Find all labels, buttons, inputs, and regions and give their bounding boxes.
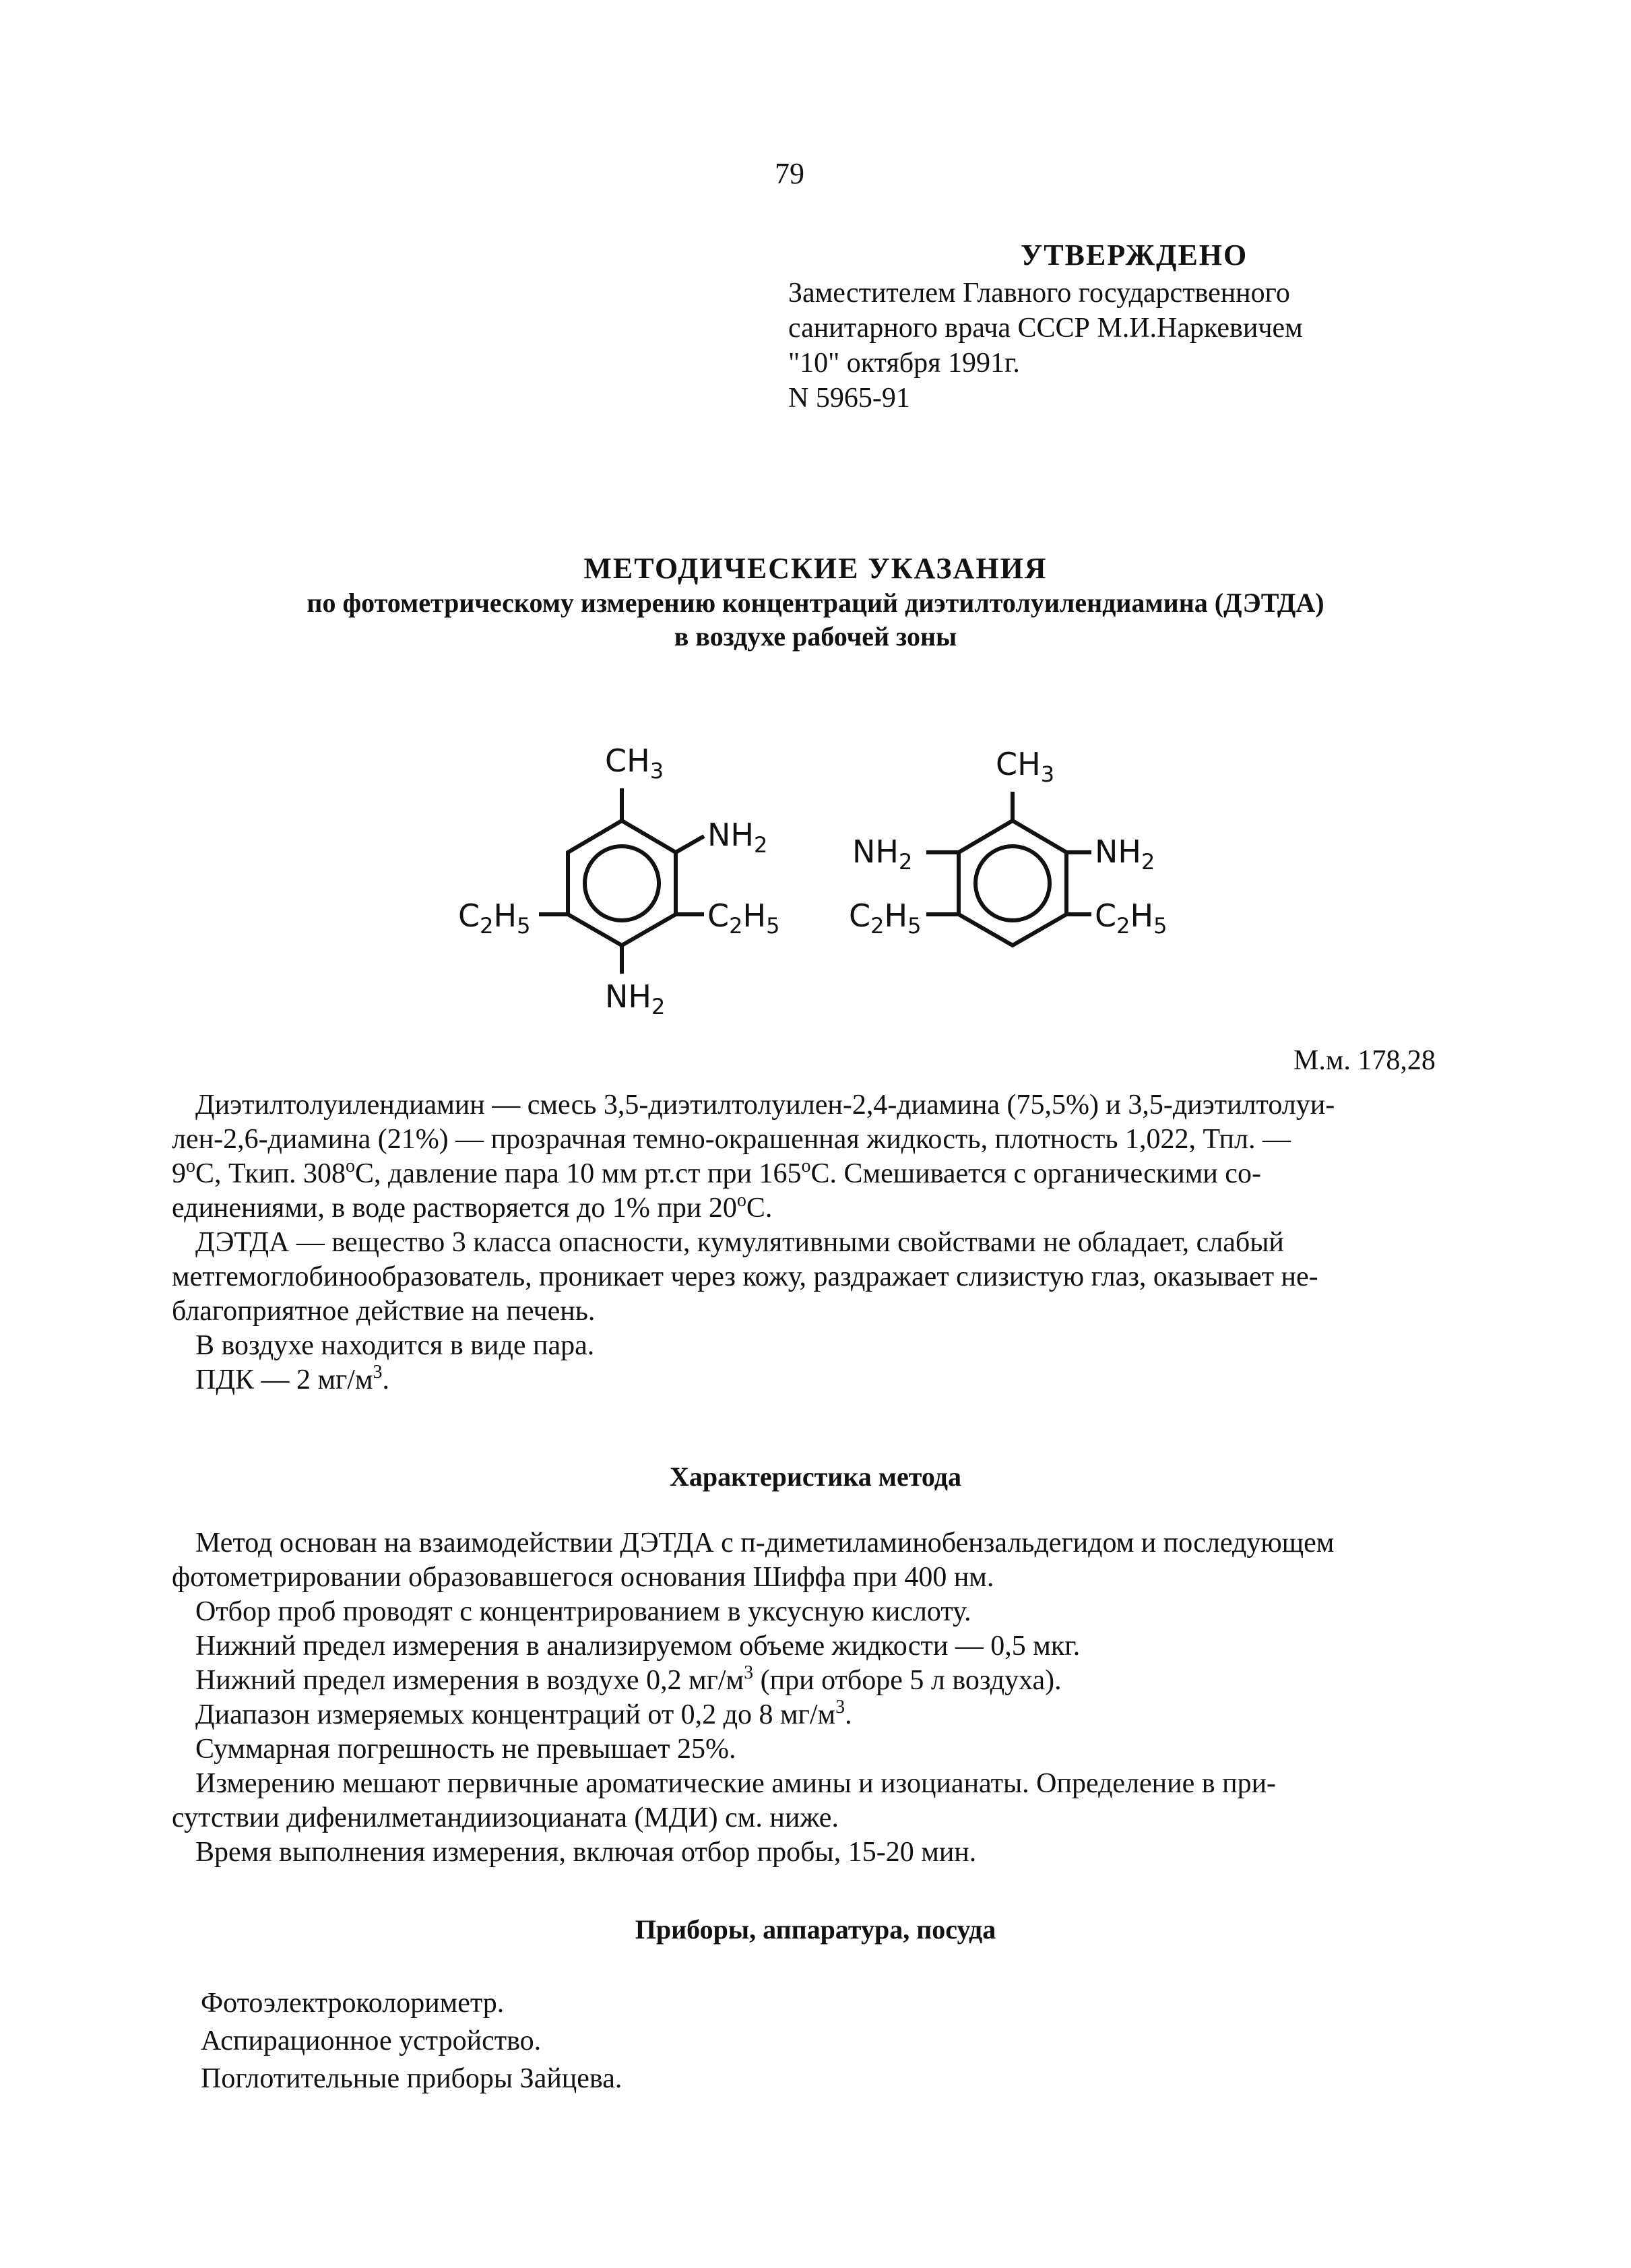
text-line: Метод основан на взаимодействии ДЭТДА с п-диметиламинобензальдегидом и последующем <box>195 1527 1335 1558</box>
document-title-subtitle: по фотометрическому измерению концентраций диэтилтолуилендиамина (ДЭТДА) <box>307 588 1324 618</box>
text-line: Время выполнения измерения, включая отбор пробы, 15-20 мин. <box>195 1837 977 1868</box>
approval-line: Заместителем Главного государственного <box>788 278 1290 309</box>
text-line: Диэтилтолуилендиамин — смесь 3,5-диэтилтолуилен-2,4-диамина (75,5%) и 3,5-диэтилтолуи- <box>195 1090 1335 1121</box>
list-item: Фотоэлектроколориметр. <box>201 1988 505 2019</box>
document-title <box>135 551 1496 654</box>
ethyl-label: $C_2H_5$ <box>458 897 531 939</box>
amine-label: $NH_2$ <box>605 978 666 1019</box>
methyl-label: $CH_3$ <box>605 743 664 784</box>
molar-mass: М.м. 178,28 <box>1293 1045 1436 1076</box>
approval-line: санитарного врача СССР М.И.Наркевичем <box>788 313 1303 344</box>
amine-label: $NH_2$ <box>707 817 768 858</box>
ethyl-label: $C_2H_5$ <box>707 897 780 939</box>
text-line: ПДК — 2 $мг/м^3$. <box>195 1362 390 1395</box>
text-line: В воздухе находится в виде пара. <box>195 1330 595 1361</box>
structure-2-4-isomer <box>458 743 779 1019</box>
document-title-main: МЕТОДИЧЕСКИЕ УКАЗАНИЯ <box>583 552 1048 585</box>
text-line: Диапазон измеряемых концентраций от 0,2 до 8 $мг/м^3$. <box>195 1697 852 1730</box>
text-line: ДЭТДА — вещество 3 класса опасности, кумулятивными свойствами не обладает, слабый <box>195 1227 1284 1258</box>
text-line: метгемоглобинообразователь, проникает через кожу, раздражает слизистую глаз, оказывает не- <box>172 1261 1318 1292</box>
ethyl-label: $C_2H_5$ <box>1095 897 1168 939</box>
approval-block <box>788 238 1303 416</box>
chemical-structures <box>445 738 1219 1021</box>
page-number: 79 <box>775 157 804 190</box>
document-title-subtitle: в воздухе рабочей зоны <box>674 621 957 652</box>
ethyl-label: $C_2H_5$ <box>849 897 922 939</box>
text-line: сутствии дифенилметандиизоцианата (МДИ) см. ниже. <box>172 1802 839 1833</box>
structure-2-6-isomer <box>849 746 1167 945</box>
text-line: Отбор проб проводят с концентрированием в уксусную кислоту. <box>195 1596 971 1627</box>
text-line: Измерению мешают первичные ароматические амины и изоцианаты. Определение в при- <box>195 1768 1277 1799</box>
method-paragraphs <box>172 1526 1465 1870</box>
list-item: Аспирационное устройство. <box>201 2025 542 2056</box>
text-line: единениями, в воде растворяется до 1% при $20^оС$. <box>172 1190 773 1224</box>
text-line: Суммарная погрешность не превышает 25%. <box>195 1734 736 1765</box>
text-line: фотометрировании образовавшегося основания Шиффа при 400 нм. <box>172 1562 994 1593</box>
amine-label: $NH_2$ <box>1095 833 1155 875</box>
section-heading-equipment: Приборы, аппаратура, посуда <box>635 1914 996 1945</box>
text-line: благоприятное действие на печень. <box>172 1296 596 1327</box>
list-item: Поглотительные приборы Зайцева. <box>201 2063 622 2094</box>
text-line: $9^оС$, Ткип. $308^оС$, давление пара 10 мм рт.ст при $165^оС$. Смешивается с органическими со- <box>172 1156 1261 1189</box>
equipment-list <box>201 1984 622 2098</box>
text-line: Нижний предел измерения в анализируемом объеме жидкости — 0,5 мкг. <box>195 1631 1081 1662</box>
approval-line: "10" октября 1991г. <box>788 348 1020 379</box>
amine-label: $NH_2$ <box>852 833 913 875</box>
methyl-label: $CH_3$ <box>996 746 1055 787</box>
text-line: Нижний предел измерения в воздухе 0,2 $мг/м^3$ (при отборе 5 л воздуха). <box>195 1662 1062 1696</box>
text-line: лен-2,6-диамина (21%) — прозрачная темно-окрашенная жидкость, плотность 1,022, Тпл. — <box>172 1124 1291 1155</box>
approval-title: УТВЕРЖДЕНО <box>1021 239 1248 272</box>
description-paragraph <box>172 1088 1465 1397</box>
section-heading-method: Характеристика метода <box>670 1461 961 1492</box>
approval-line: N 5965-91 <box>788 383 910 414</box>
